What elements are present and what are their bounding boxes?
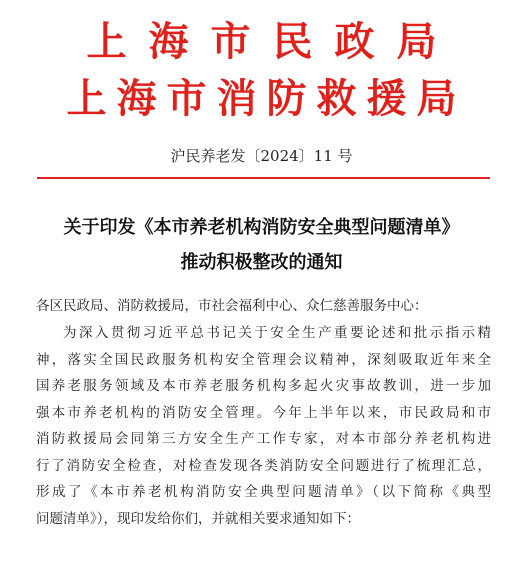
issuer-name-fire-rescue: 上海市消防救援局 [66,75,467,122]
paragraph-line: 为深入贯彻习近平总书记关于安全生产重要论述和批示指示精 [63,325,491,341]
paragraph-line: 行了消防安全检查，对检查发现各类消防安全问题进行了梳理汇总， [36,457,491,474]
document-title-line-2: 推动积极整改的通知 [180,252,343,273]
body-paragraph [36,320,491,532]
paragraph-line: 强本市养老机构的消防安全管理。今年上半年以来，市民政局和市 [36,404,491,421]
document-title-line-1: 关于印发《本市养老机构消防安全典型问题清单》 [63,217,460,238]
salutation: 各区民政局、消防救援局，市社会福利中心、众仁慈善服务中心： [36,298,428,314]
issuer-name-civil-affairs: 上海市民政局 [86,18,459,65]
paragraph-line: 消防救援局会同第三方安全生产工作专家，对本市部分养老机构进 [36,431,491,447]
document-number: 沪民养老发〔2024〕11 号 [170,147,353,165]
paragraph-line: 国养老服务领域及本市养老服务机构多起火灾事故教训，进一步加 [36,378,491,394]
paragraph-line: 神，落实全国民政服务机构安全管理会议精神，深刻吸取近年来全 [36,351,491,368]
paragraph-line: 形成了《本市养老机构消防安全典型问题清单》（以下简称《典型 [36,484,491,500]
red-divider-line [37,177,490,179]
paragraph-line: 问题清单》），现印发给你们，并就相关要求通知如下： [36,510,360,527]
